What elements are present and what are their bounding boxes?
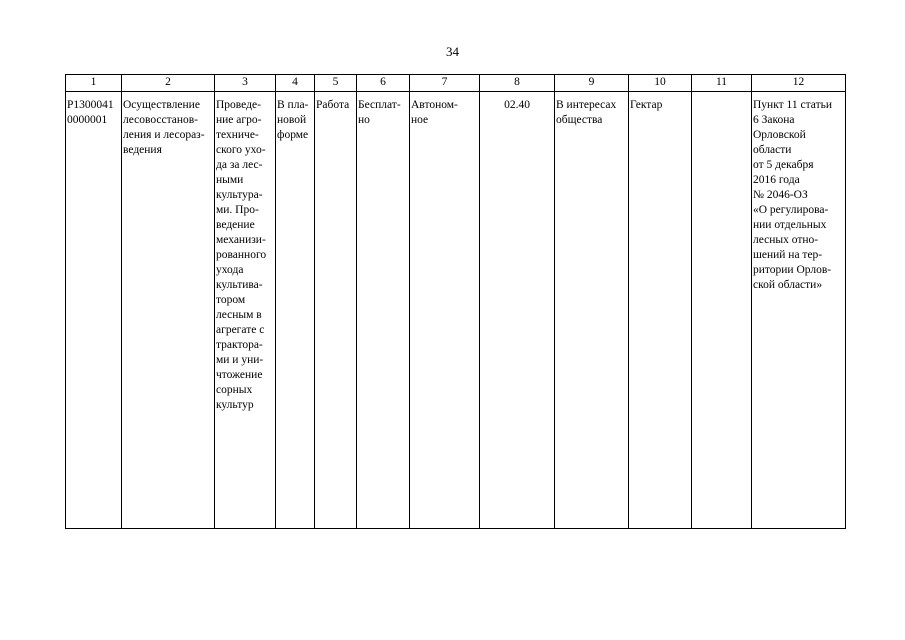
cell-text: Работа [316,99,350,111]
column-header: 7 [410,75,480,92]
cell-text: Проведе- ние агро- техниче- ского ухо- да за лес- ными культура- ми. Про- ведение механизи- рованного ухода культива- тором лесным в агрегате с трактора- ми и уни- чтожение сорных культур [216,99,267,411]
service-name-cell [122,92,215,529]
cell-text: Гектар [630,99,663,111]
type-cell [315,92,357,529]
column-header: 1 [66,75,122,92]
cell-text: Бесплат- но [358,99,401,126]
legal-basis-cell [752,92,846,529]
column-header: 12 [752,75,846,92]
cell-text: Р1300041 0000001 [67,99,114,126]
column-header: 10 [629,75,692,92]
registry-number-cell [66,92,122,529]
cell-text: В пла- новой форме [277,99,309,141]
cell-text: Осуществление лесовосстанов- ления и лесораз- ведения [123,99,205,156]
form-cell [276,92,315,529]
page-number: 34 [446,44,459,59]
column-header: 4 [276,75,315,92]
registry-table [65,74,846,529]
payment-cell [357,92,410,529]
empty-cell [692,92,752,529]
table-row [66,92,846,529]
okved-code-cell [480,92,555,529]
consumer-cell [555,92,629,529]
cell-text: Пункт 11 статьи 6 Закона Орловской области от 5 декабря 2016 года № 2046-ОЗ «О регулирова- нии отдельных лесных отно- шений на тер- ритории Орлов- ской области» [753,99,832,291]
column-header: 6 [357,75,410,92]
cell-text: В интересах общества [556,99,617,126]
content-cell [215,92,276,529]
column-header: 5 [315,75,357,92]
column-header: 8 [480,75,555,92]
column-header: 11 [692,75,752,92]
column-header: 2 [122,75,215,92]
institution-type-cell [410,92,480,529]
cell-text: Автоном- ное [411,99,458,126]
column-header: 3 [215,75,276,92]
column-header: 9 [555,75,629,92]
unit-cell [629,92,692,529]
header-row [66,75,846,92]
cell-text: 02.40 [504,99,530,111]
